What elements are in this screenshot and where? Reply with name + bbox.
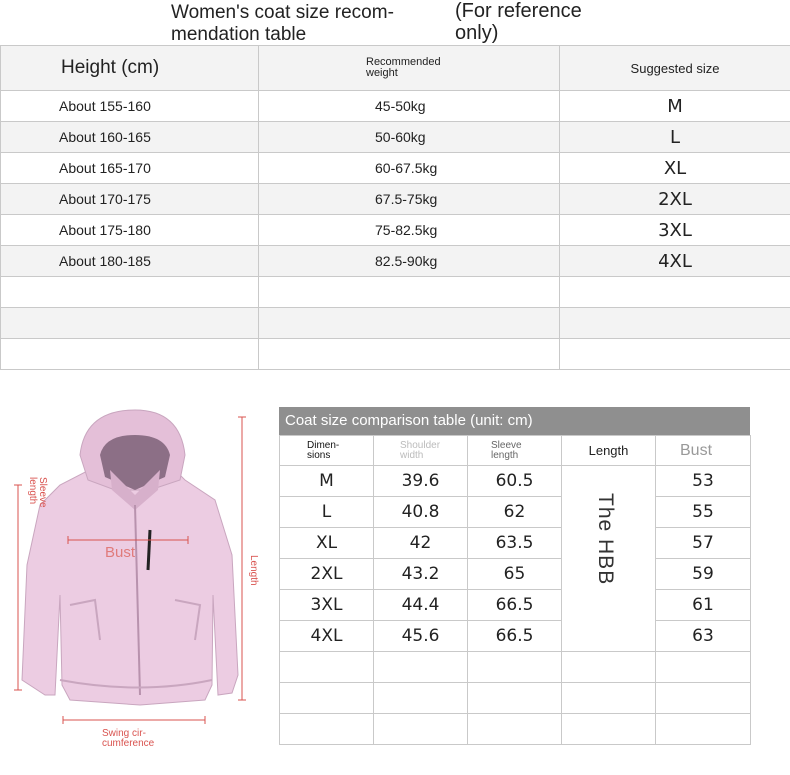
swing-label-2: cumference xyxy=(102,738,155,749)
cell-height: About 170-175 xyxy=(1,184,259,215)
cell-sleeve: 66.5 xyxy=(468,590,562,621)
cell-size: XL xyxy=(560,153,790,184)
bust-label: Bust xyxy=(105,544,136,561)
sleeve-label-1: Sleeve xyxy=(37,477,48,508)
table-row xyxy=(1,246,790,277)
cell-size: 2XL xyxy=(560,184,790,215)
cell-size: 4XL xyxy=(280,621,374,652)
header-height: Height (cm) xyxy=(1,46,259,91)
comparison-header-row xyxy=(280,436,751,466)
reference-note-line-1: (For reference xyxy=(455,0,582,22)
empty-row xyxy=(280,714,751,745)
cell-size: 3XL xyxy=(560,215,790,246)
cell-size: 3XL xyxy=(280,590,374,621)
cell-bust: 59 xyxy=(656,559,751,590)
title-line-2: mendation table xyxy=(171,24,307,45)
cell-bust: 63 xyxy=(656,621,751,652)
header-bust: Bust xyxy=(656,436,751,466)
cell-size: XL xyxy=(280,528,374,559)
cell-weight: 82.5-90kg xyxy=(259,246,560,277)
page-title xyxy=(171,2,441,46)
cell-sleeve: 63.5 xyxy=(468,528,562,559)
cell-weight: 75-82.5kg xyxy=(259,215,560,246)
table-row xyxy=(1,215,790,246)
cell-bust: 53 xyxy=(656,466,751,497)
table-row xyxy=(280,466,751,497)
table-header-row xyxy=(1,46,790,91)
header-length: Length xyxy=(562,436,656,466)
reference-note xyxy=(455,0,615,44)
cell-size: M xyxy=(280,466,374,497)
table-row xyxy=(1,184,790,215)
table-row xyxy=(1,91,790,122)
table-row xyxy=(280,559,751,590)
cell-weight: 50-60kg xyxy=(259,122,560,153)
cell-size: L xyxy=(280,497,374,528)
cell-height: About 175-180 xyxy=(1,215,259,246)
table-row xyxy=(280,590,751,621)
cell-shoulder: 44.4 xyxy=(374,590,468,621)
cell-height: About 160-165 xyxy=(1,122,259,153)
empty-row xyxy=(280,652,751,683)
comparison-title: Coat size comparison table (unit: cm) xyxy=(279,407,750,435)
cell-sleeve: 65 xyxy=(468,559,562,590)
size-comparison-table xyxy=(279,435,751,745)
cell-shoulder: 45.6 xyxy=(374,621,468,652)
table-row xyxy=(1,122,790,153)
cell-shoulder: 39.6 xyxy=(374,466,468,497)
header-weight-line-1: Recommended xyxy=(366,56,441,68)
cell-height: About 165-170 xyxy=(1,153,259,184)
cell-sleeve: 60.5 xyxy=(468,466,562,497)
swing-label-1: Swing cir- xyxy=(102,728,146,739)
table-row xyxy=(280,528,751,559)
cell-bust: 61 xyxy=(656,590,751,621)
cell-weight: 67.5-75kg xyxy=(259,184,560,215)
table-row xyxy=(280,497,751,528)
header-sleeve: Sleeve length xyxy=(468,436,562,466)
empty-row xyxy=(1,308,790,339)
cell-weight: 45-50kg xyxy=(259,91,560,122)
title-line-1: Women's coat size recom- xyxy=(171,2,394,23)
cell-height: About 180-185 xyxy=(1,246,259,277)
header-dimensions: Dimen- sions xyxy=(280,436,374,466)
cell-size: 2XL xyxy=(280,559,374,590)
sleeve-label-2: length xyxy=(27,477,38,505)
empty-row xyxy=(280,683,751,714)
reference-note-line-2: only) xyxy=(455,22,499,44)
cell-length xyxy=(562,621,656,652)
cell-shoulder: 40.8 xyxy=(374,497,468,528)
empty-row xyxy=(1,277,790,308)
jacket-illustration xyxy=(0,395,275,765)
header-shoulder: Shoulder width xyxy=(374,436,468,466)
empty-row xyxy=(1,339,790,370)
watermark-text: The HBB xyxy=(594,493,617,586)
cell-bust: 55 xyxy=(656,497,751,528)
jacket-drawing xyxy=(0,395,275,765)
cell-bust: 57 xyxy=(656,528,751,559)
table-row xyxy=(280,621,751,652)
cell-sleeve: 66.5 xyxy=(468,621,562,652)
table-row xyxy=(1,153,790,184)
size-recommendation-table xyxy=(0,45,790,370)
cell-size: 4XL xyxy=(560,246,790,277)
length-label: Length xyxy=(248,555,259,586)
cell-height: About 155-160 xyxy=(1,91,259,122)
cell-size: M xyxy=(560,91,790,122)
header-weight xyxy=(259,46,560,91)
cell-size: L xyxy=(560,122,790,153)
cell-weight: 60-67.5kg xyxy=(259,153,560,184)
pocket-zip xyxy=(148,530,150,570)
cell-length xyxy=(562,466,656,497)
size-comparison-section xyxy=(279,407,750,745)
cell-shoulder: 42 xyxy=(374,528,468,559)
cell-shoulder: 43.2 xyxy=(374,559,468,590)
header-weight-line-2: weight xyxy=(366,67,398,79)
cell-length xyxy=(562,590,656,621)
header-size: Suggested size xyxy=(560,46,790,91)
cell-sleeve: 62 xyxy=(468,497,562,528)
